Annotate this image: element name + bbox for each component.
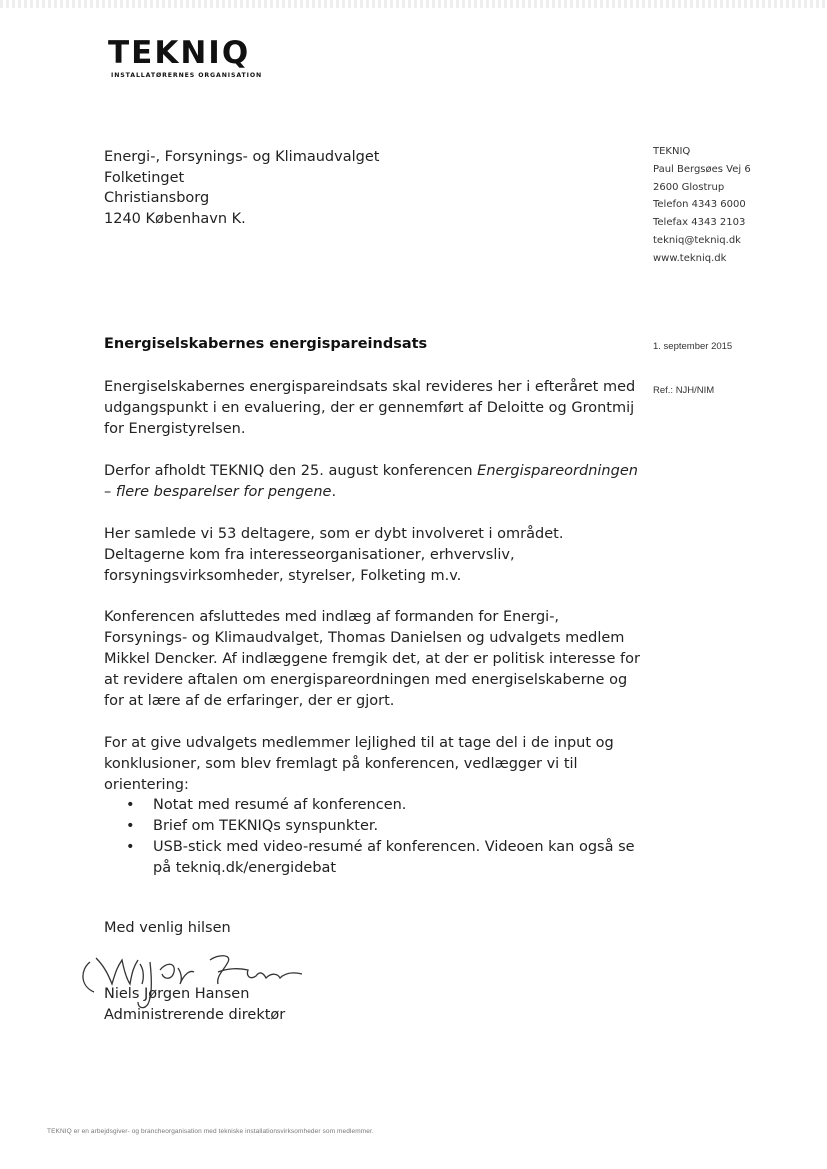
recipient-line: 1240 København K. — [104, 210, 246, 227]
paragraph-2 — [104, 461, 644, 503]
letter-date: 1. september 2015 — [653, 341, 733, 352]
sender-line: 2600 Glostrup — [653, 181, 725, 193]
page-footer: TEKNIQ er en arbejdsgiver- og brancheorganisation med tekniske installationsvirksomheder som medlemmer. — [47, 1128, 374, 1135]
tekniq-logo — [108, 35, 263, 79]
bullet-icon: • — [126, 839, 135, 855]
paragraph-2-text: Derfor afholdt TEKNIQ den 25. august konferencen — [104, 463, 478, 479]
bullet-icon: • — [126, 818, 135, 834]
signer-block — [104, 984, 285, 1026]
conference-title: Energispareordningen – flere besparelser for pengene — [104, 463, 638, 500]
bullet-icon: • — [126, 797, 135, 813]
scan-edge — [0, 0, 827, 8]
sender-line: TEKNIQ — [653, 146, 691, 157]
logo-wordmark: TEKNIQ — [108, 35, 251, 71]
list-item-text: Brief om TEKNIQs synspunkter. — [153, 818, 379, 834]
list-item-text: Notat med resumé af konferencen. — [153, 797, 407, 813]
paragraph-4: Konferencen afsluttedes med indlæg af formanden for Energi-, Forsynings- og Klimaudvalget, Thomas Danielsen og udvalgets medlem Mikkel Dencker. Af indlæggene fremgik det, at der er politisk interesse for at revidere aftalen om energispareordningen med energiselskaberne og for at lære af de erfaringer, der er gjort. — [104, 609, 640, 709]
recipient-line: Folketinget — [104, 169, 185, 186]
list-item-text: USB-stick med video-resumé af konferencen. Videoen kan også se på tekniq.dk/energidebat — [153, 839, 635, 876]
letter-ref: Ref.: NJH/NIM — [653, 385, 715, 396]
closing-greeting: Med venlig hilsen — [104, 920, 231, 936]
paragraph-3: Her samlede vi 53 deltagere, som er dybt involveret i området. Deltagerne kom fra interesseorganisationer, erhvervsliv, forsyningsvirksomheder, styrelser, Folketing m.v. — [104, 526, 564, 584]
recipient-address — [104, 147, 379, 229]
sender-line: Paul Bergsøes Vej 6 — [653, 163, 751, 175]
letter-subject: Energiselskabernes energispareindsats — [104, 336, 428, 352]
logo-tagline: INSTALLATØRERNES ORGANISATION — [111, 72, 263, 79]
sender-line: Telefax 4343 2103 — [653, 217, 746, 229]
list-item — [104, 795, 644, 816]
list-item — [104, 816, 644, 837]
sender-line: Telefon 4343 6000 — [653, 199, 746, 211]
recipient-line: Christiansborg — [104, 190, 210, 206]
paragraph-5: For at give udvalgets medlemmer lejlighed til at tage del i de input og konklusioner, som blev fremlagt på konferencen, vedlægger vi til orientering: — [104, 735, 614, 793]
signer-title: Administrerende direktør — [104, 1007, 286, 1023]
paragraph-2-end: . — [331, 484, 337, 500]
sender-block — [653, 143, 751, 268]
sender-email: tekniq@tekniq.dk — [653, 234, 741, 246]
signer-name: Niels Jørgen Hansen — [104, 986, 250, 1002]
paragraph-1: Energiselskabernes energispareindsats skal revideres her i efteråret med udgangspunkt i en evaluering, der er gennemført af Deloitte og Grontmij for Energistyrelsen. — [104, 379, 636, 437]
sender-website: www.tekniq.dk — [653, 252, 727, 264]
attachment-list — [104, 795, 644, 879]
recipient-line: Energi-, Forsynings- og Klimaudvalget — [104, 149, 380, 165]
list-item — [104, 837, 644, 879]
